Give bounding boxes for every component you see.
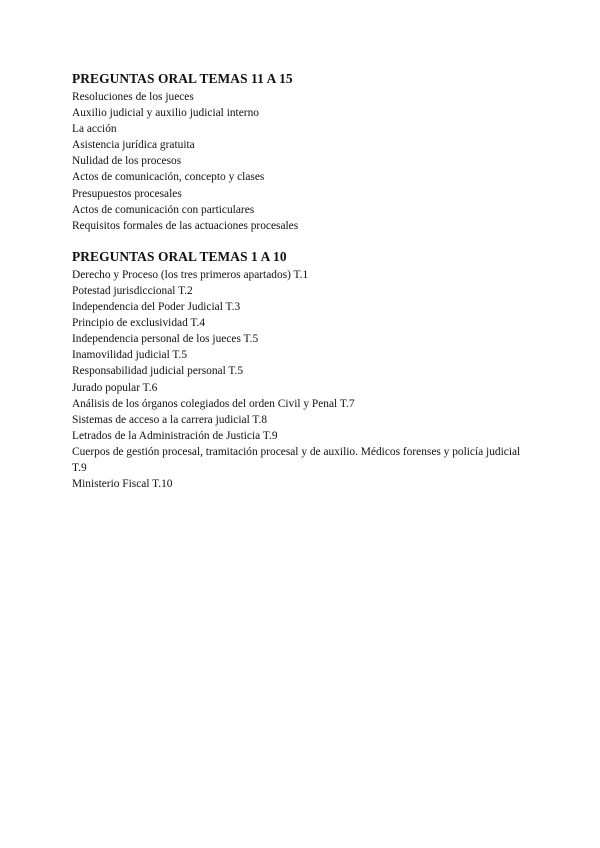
list-item: Asistencia jurídica gratuita <box>72 139 195 152</box>
list-item: Requisitos formales de las actuaciones procesales <box>72 219 299 232</box>
list-item: Auxilio judicial y auxilio judicial interno <box>72 107 259 120</box>
question-list <box>72 89 532 234</box>
list-item: Inamovilidad judicial T.5 <box>72 349 188 362</box>
list-item: Sistemas de acceso a la carrera judicial T.8 <box>72 413 268 426</box>
list-item: Principio de exclusividad T.4 <box>72 317 206 330</box>
list-item: Jurado popular T.6 <box>72 381 158 394</box>
list-item: Derecho y Proceso (los tres primeros apartados) T.1 <box>72 268 309 281</box>
section-temas-11-15 <box>72 70 532 234</box>
section-heading: PREGUNTAS ORAL TEMAS 11 A 15 <box>72 71 293 86</box>
list-item: Presupuestos procesales <box>72 187 182 200</box>
list-item: La acción <box>72 123 117 136</box>
list-item: Resoluciones de los jueces <box>72 91 194 103</box>
list-item: Potestad jurisdiccional T.2 <box>72 284 193 297</box>
question-list <box>72 267 532 492</box>
list-item: Independencia personal de los jueces T.5 <box>72 333 259 346</box>
list-item: Letrados de la Administración de Justicia T.9 <box>72 429 278 442</box>
list-item: Actos de comunicación, concepto y clases <box>72 171 265 184</box>
list-item: Nulidad de los procesos <box>72 155 182 168</box>
list-item: Cuerpos de gestión procesal, tramitación procesal y de auxilio. Médicos forenses y policía judicial T.9 <box>72 445 521 474</box>
list-item: Actos de comunicación con particulares <box>72 203 255 216</box>
list-item: Independencia del Poder Judicial T.3 <box>72 301 241 314</box>
section-temas-1-10 <box>72 248 532 492</box>
list-item: Ministerio Fiscal T.10 <box>72 478 173 491</box>
section-heading: PREGUNTAS ORAL TEMAS 1 A 10 <box>72 248 287 264</box>
list-item: Responsabilidad judicial personal T.5 <box>72 365 244 378</box>
document-page <box>72 70 532 492</box>
list-item: Análisis de los órganos colegiados del orden Civil y Penal T.7 <box>72 397 355 410</box>
